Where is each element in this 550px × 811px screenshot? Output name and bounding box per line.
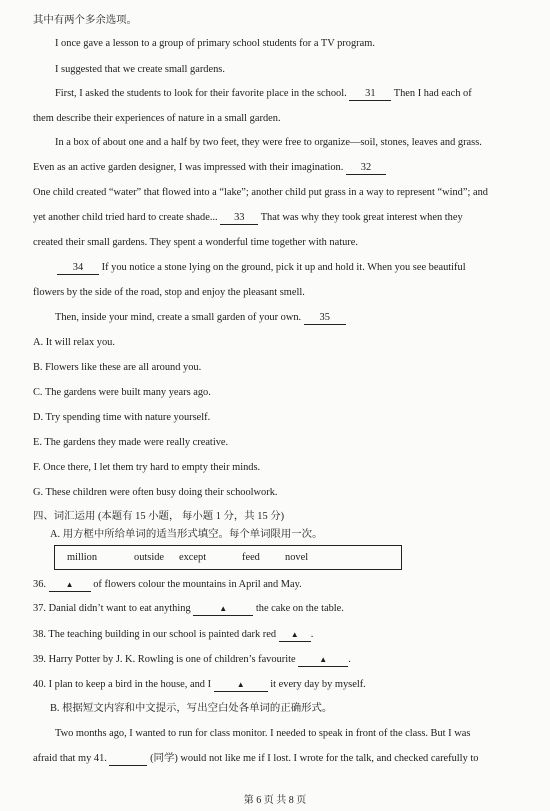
option-f: F. Once there, I let them try hard to empty their minds.: [33, 462, 261, 473]
passage-line: I suggested that we create small gardens.: [55, 64, 225, 75]
question-38: 38. The teaching building in our school is painted dark red ▲ .: [33, 629, 314, 640]
blank-32[interactable]: 32: [346, 162, 386, 175]
option-b: B. Flowers like these are all around you.: [33, 362, 202, 373]
passage-text: yet another child tried hard to create shade...: [33, 212, 218, 223]
passage-line: them describe their experiences of nature in a small garden.: [33, 113, 281, 124]
option-d: D. Try spending time with nature yourself.: [33, 412, 211, 423]
passage-line: created their small gardens. They spent a wonderful time together with nature.: [33, 237, 358, 248]
answer-blank-36[interactable]: [49, 579, 91, 592]
question-text: of flowers colour the mountains in April and May.: [93, 579, 302, 590]
answer-blank-41[interactable]: [109, 753, 147, 766]
passage-text: First, I asked the students to look for their favorite place in the school.: [55, 88, 347, 99]
passage-text: If you notice a stone lying on the ground, pick it up and hold it. When you see beautiful: [101, 262, 466, 273]
passage-line: One child created “water” that flowed into a “lake”; another child put grass in a way to represent “wind”; and: [33, 187, 488, 198]
word-except: except: [179, 552, 207, 563]
triangle-icon: ▲: [236, 680, 245, 689]
section-heading: 四、词汇运用 (本题有 15 小题， 每小题 1 分，共 15 分): [33, 511, 285, 522]
passage-line: In a box of about one and a half by two feet, they were free to organize—soil, stones, leaves and grass.: [55, 137, 482, 148]
answer-blank-38[interactable]: [279, 629, 311, 642]
triangle-icon: ▲: [319, 655, 328, 664]
part-b-text: (同学) would not like me if I lost. I wrote for the talk, and checked carefully to: [150, 753, 479, 764]
answer-blank-40[interactable]: [214, 679, 268, 692]
question-text: 39. Harry Potter by J. K. Rowling is one of children’s favourite: [33, 654, 296, 665]
question-text: 40. I plan to keep a bird in the house, and I: [33, 679, 212, 690]
triangle-icon: ▲: [65, 580, 74, 589]
passage-line: [57, 261, 466, 275]
word-box: [54, 545, 402, 570]
passage-text: Even as an active garden designer, I was impressed with their imagination.: [33, 162, 344, 173]
part-b-text: afraid that my 41.: [33, 753, 107, 764]
part-a-instruction: A. 用方框中所给单词的适当形式填空。每个单词限用一次。: [50, 529, 323, 540]
passage-line: [55, 87, 472, 101]
option-e: E. The gardens they made were really creative.: [33, 437, 229, 448]
blank-34[interactable]: 34: [57, 262, 99, 275]
option-a: A. It will relax you.: [33, 337, 115, 348]
page-footer: 第 6 页 共 8 页: [243, 795, 307, 806]
word-million: million: [67, 552, 98, 563]
question-39: 39. Harry Potter by J. K. Rowling is one of children’s favourite ▲ .: [33, 654, 351, 665]
question-text: 38. The teaching building in our school is painted dark red: [33, 629, 277, 640]
triangle-icon: ▲: [219, 604, 228, 613]
passage-line: [33, 161, 386, 175]
part-b-instruction: B. 根据短文内容和中文提示，写出空白处各单词的正确形式。: [50, 703, 333, 714]
question-40: [33, 678, 366, 692]
passage-text: Then, inside your mind, create a small garden of your own.: [55, 312, 302, 323]
question-number: 36.: [33, 579, 46, 590]
word-novel: novel: [285, 552, 309, 563]
answer-blank-37[interactable]: [193, 603, 253, 616]
passage-text: Then I had each of: [393, 88, 472, 99]
part-b-line: [33, 752, 478, 766]
question-text: 37. Danial didn’t want to eat anything: [33, 603, 191, 614]
option-g: G. These children were often busy doing their schoolwork.: [33, 487, 278, 498]
answer-blank-39[interactable]: [298, 654, 348, 667]
blank-35[interactable]: 35: [304, 312, 346, 325]
question-text: the cake on the table.: [255, 603, 344, 614]
passage-text: That was why they took great interest when they: [260, 212, 463, 223]
blank-33[interactable]: 33: [220, 212, 258, 225]
passage-line: I once gave a lesson to a group of primary school students for a TV program.: [55, 38, 375, 49]
question-37: [33, 602, 344, 616]
triangle-icon: ▲: [290, 630, 299, 639]
part-b-line: Two months ago, I wanted to run for class monitor. I needed to speak in front of the class. But I was: [55, 728, 471, 739]
word-outside: outside: [134, 552, 165, 563]
option-c: C. The gardens were built many years ago.: [33, 387, 211, 398]
passage-line: flowers by the side of the road, stop and enjoy the pleasant smell.: [33, 287, 305, 298]
blank-31[interactable]: 31: [349, 88, 391, 101]
passage-line: [55, 311, 346, 325]
passage-line: [33, 211, 463, 225]
question-36: [33, 578, 302, 592]
word-feed: feed: [242, 552, 260, 563]
header-note: 其中有两个多余选项。: [33, 15, 137, 26]
question-text: it every day by myself.: [270, 679, 366, 690]
